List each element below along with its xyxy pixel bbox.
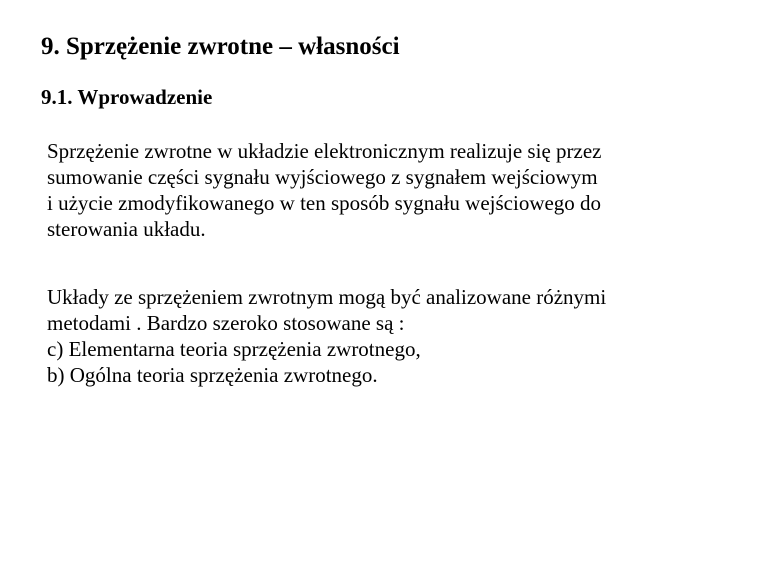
paragraph-line: Układy ze sprzężeniem zwrotnym mogą być analizowane różnymi bbox=[47, 285, 607, 309]
methods-paragraph bbox=[47, 284, 606, 388]
list-item: b) Ogólna teoria sprzężenia zwrotnego. bbox=[47, 363, 378, 387]
section-heading: 9.1. Wprowadzenie bbox=[41, 85, 213, 109]
paragraph-line: i użycie zmodyfikowanego w ten sposób sygnału wejściowego do bbox=[47, 191, 602, 215]
slide-title: 9. Sprzężenie zwrotne – własności bbox=[41, 33, 400, 60]
paragraph-line: sterowania układu. bbox=[47, 217, 206, 241]
list-item: c) Elementarna teoria sprzężenia zwrotnego, bbox=[47, 337, 421, 361]
paragraph-line: sumowanie części sygnału wyjściowego z sygnałem wejściowym bbox=[47, 165, 598, 189]
intro-paragraph bbox=[47, 138, 601, 242]
paragraph-line: metodami . Bardzo szeroko stosowane są : bbox=[47, 311, 405, 335]
paragraph-line: Sprzężenie zwrotne w układzie elektronicznym realizuje się przez bbox=[47, 139, 602, 163]
